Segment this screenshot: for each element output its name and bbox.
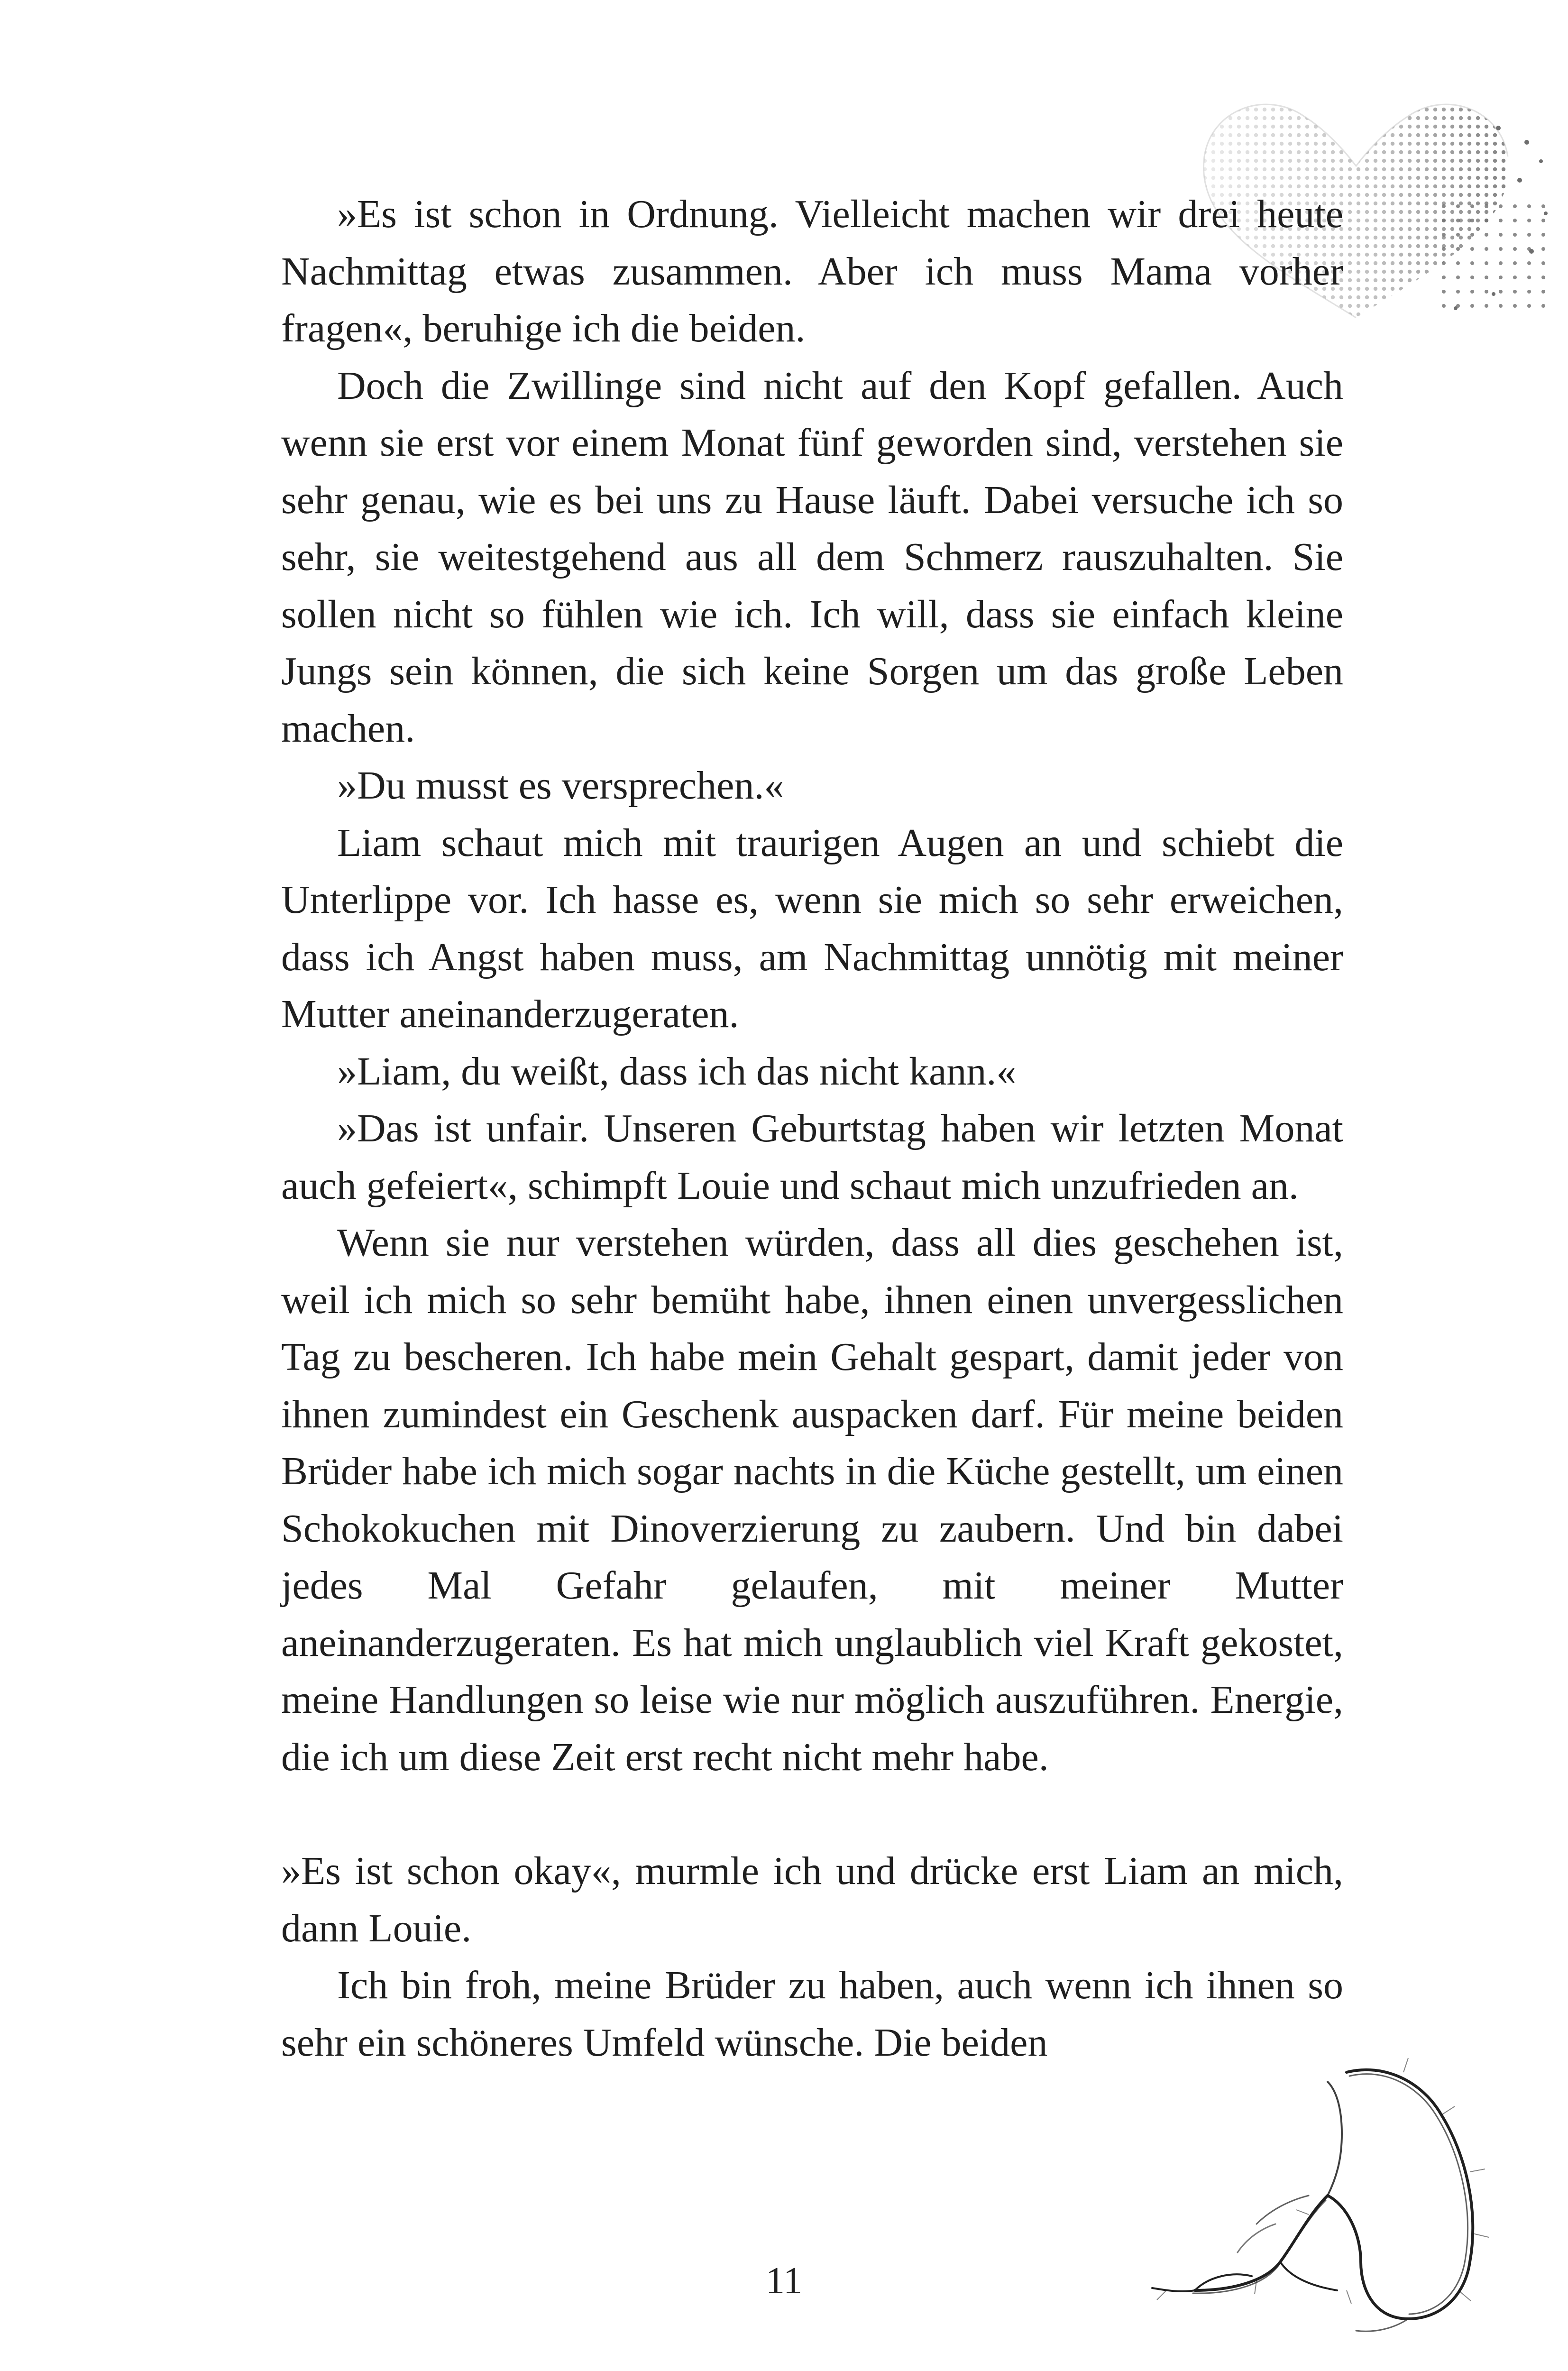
body-text bbox=[281, 186, 1343, 2071]
page-number: 11 bbox=[765, 2260, 803, 2302]
paragraph-5: »Liam, du weißt, dass ich das nicht kann.« bbox=[337, 1049, 1017, 1094]
paragraph-4: Liam schaut mich mit traurigen Augen an und schiebt die Unterlippe vor. Ich hasse es, wenn sie mich so sehr erweichen, dass ich Angst haben muss, am Nachmittag unnötig mit meiner Mutter aneinanderzugeraten. bbox=[281, 820, 1343, 1036]
paragraph-3: »Du musst es versprechen.« bbox=[337, 763, 784, 808]
paragraph-9: Ich bin froh, meine Brüder zu haben, auch wenn ich ihnen so sehr ein schöneres Umfeld wünsche. Die beiden bbox=[281, 1963, 1343, 2065]
paragraph-6: »Das ist unfair. Unseren Geburtstag haben wir letzten Monat auch gefeiert«, schimpft Louie und schaut mich unzufrieden an. bbox=[281, 1106, 1343, 1208]
paragraph-7: Wenn sie nur verstehen würden, dass all dies geschehen ist, weil ich mich so sehr bemüht habe, ihnen einen unvergesslichen Tag zu bescheren. Ich habe mein Gehalt gespart, damit jeder von ihnen zumindest ein Geschenk auspacken darf. Für meine beiden Brüder habe ich mich sogar nachts in die Küche gestellt, um einen Schokokuchen mit Dinoverzierung zu zaubern. Und bin dabei jedes Mal Gefahr gelaufen, mit meiner Mutter aneinanderzugeraten. Es hat mich unglaublich viel Kraft gekostet, meine Handlungen so leise wie nur möglich auszuführen. Energie, die ich um diese Zeit erst recht nicht mehr habe. bbox=[281, 1221, 1343, 1779]
paragraph-1: »Es ist schon in Ordnung. Vielleicht machen wir drei heute Nachmittag etwas zusammen. Aber ich muss Mama vorher fragen«, beruhige ich die beiden. bbox=[281, 192, 1343, 350]
paragraph-8: »Es ist schon okay«, murmle ich und drücke erst Liam an mich, dann Louie. bbox=[281, 1849, 1343, 1950]
paragraph-2: Doch die Zwillinge sind nicht auf den Kopf gefallen. Auch wenn sie erst vor einem Monat fünf geworden sind, verstehen sie sehr genau, wie es bei uns zu Hause läuft. Dabei versuche ich so sehr, sie weitestgehend aus all dem Schmerz rauszuhalten. Sie sollen nicht so fühlen wie ich. Ich will, dass sie einfach kleine Jungs sein können, die sich keine Sorgen um das große Leben machen. bbox=[281, 363, 1343, 751]
